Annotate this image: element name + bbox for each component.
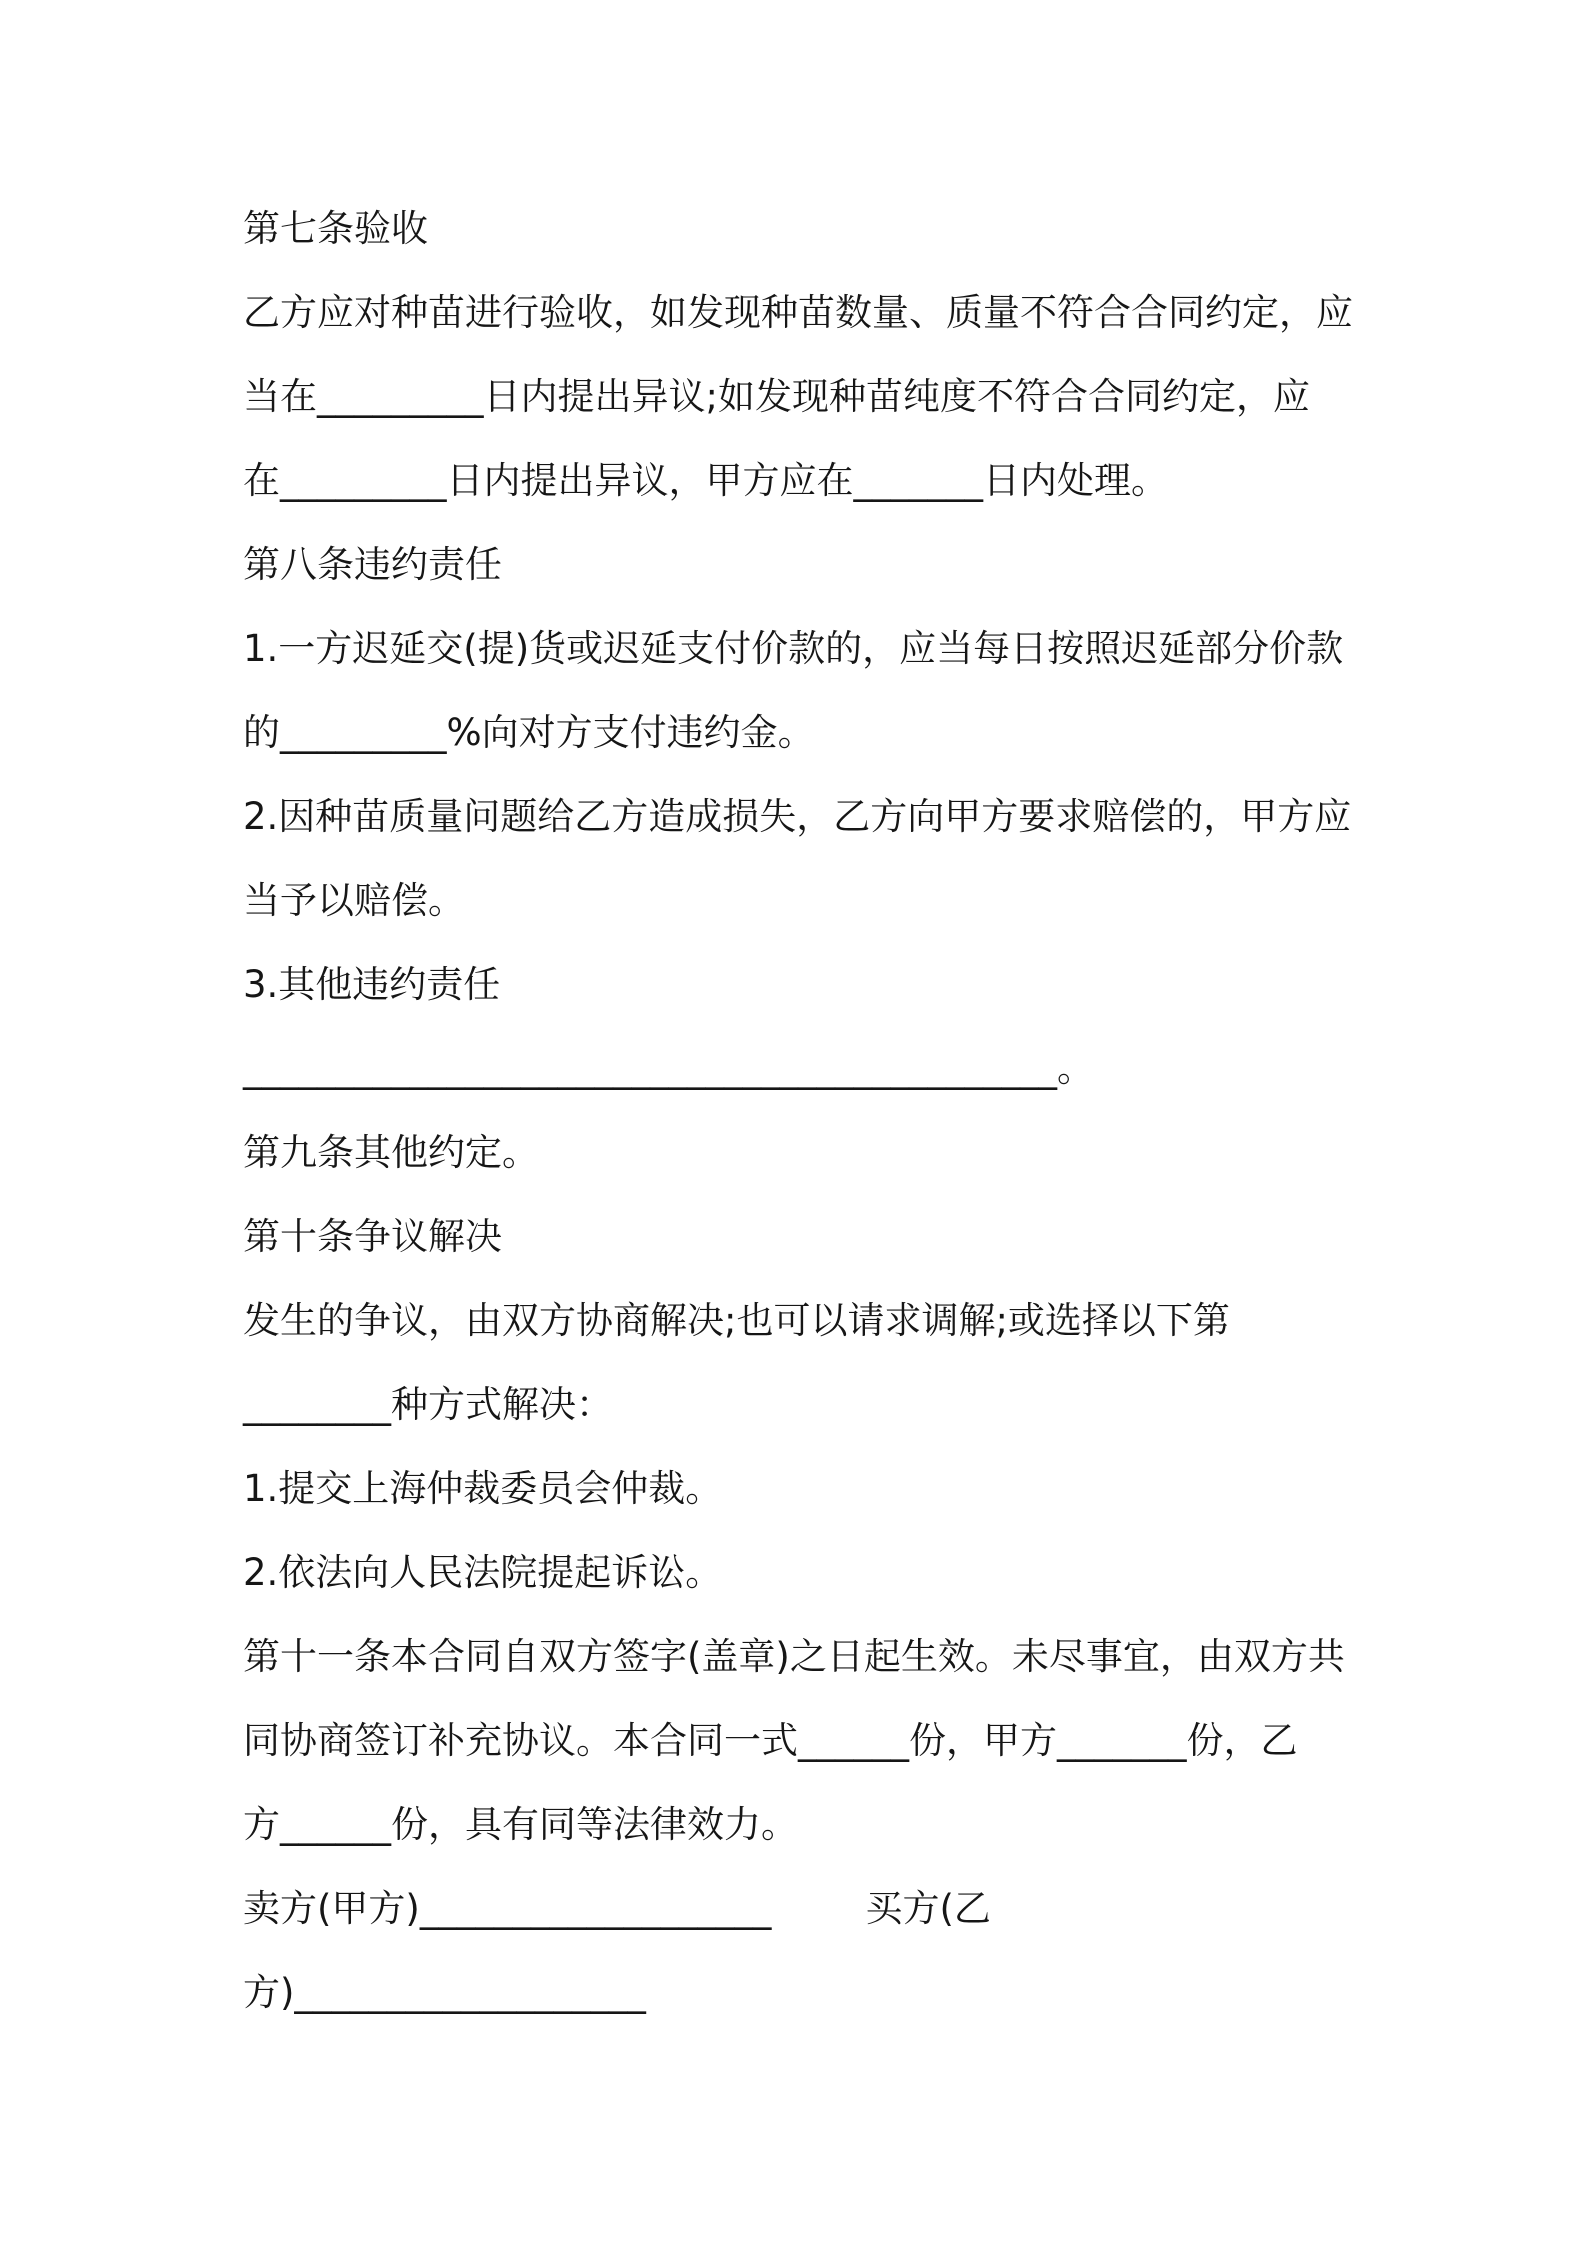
article-10-option-2: 2.依法向人民法院提起诉讼。: [243, 1551, 723, 1594]
article-7-line-3: 在_________日内提出异议，甲方应在_______日内处理。: [243, 459, 1168, 502]
article-9-heading: 第九条其他约定。: [243, 1131, 539, 1174]
article-10-line-1: 发生的争议，由双方协商解决;也可以请求调解;或选择以下第: [243, 1299, 1230, 1342]
article-8-heading: 第八条违约责任: [243, 543, 502, 586]
article-8-clause-1-line-2: 的_________%向对方支付违约金。: [243, 711, 815, 754]
article-8-clause-1-line-1: 1.一方迟延交(提)货或迟延支付价款的，应当每日按照迟延部分价款: [243, 627, 1344, 670]
article-8-clause-2-line-1: 2.因种苗质量问题给乙方造成损失，乙方向甲方要求赔偿的，甲方应: [243, 795, 1352, 838]
article-7-heading: 第七条验收: [243, 207, 428, 250]
article-10-heading: 第十条争议解决: [243, 1215, 502, 1258]
article-8-clause-3: 3.其他违约责任: [243, 963, 501, 1006]
article-11-line-3: 方______份，具有同等法律效力。: [243, 1803, 798, 1846]
article-8-clause-3-blank: ____________________________________________。: [243, 1047, 1094, 1090]
article-11-line-1: 第十一条本合同自双方签字(盖章)之日起生效。未尽事宜，由双方共: [243, 1635, 1345, 1678]
article-10-line-2: ________种方式解决：: [243, 1383, 613, 1426]
signature-line-2: 方)___________________: [243, 1971, 646, 2014]
article-7-line-1: 乙方应对种苗进行验收，如发现种苗数量、质量不符合合同约定，应: [243, 291, 1353, 334]
article-10-option-1: 1.提交上海仲裁委员会仲裁。: [243, 1467, 723, 1510]
article-11-line-2: 同协商签订补充协议。本合同一式______份，甲方_______份，乙: [243, 1719, 1298, 1762]
signature-line-1: 卖方(甲方)___________________ 买方(乙: [243, 1887, 991, 1930]
article-8-clause-2-line-2: 当予以赔偿。: [243, 879, 465, 922]
article-7-line-2: 当在_________日内提出异议;如发现种苗纯度不符合合同约定，应: [243, 375, 1310, 418]
